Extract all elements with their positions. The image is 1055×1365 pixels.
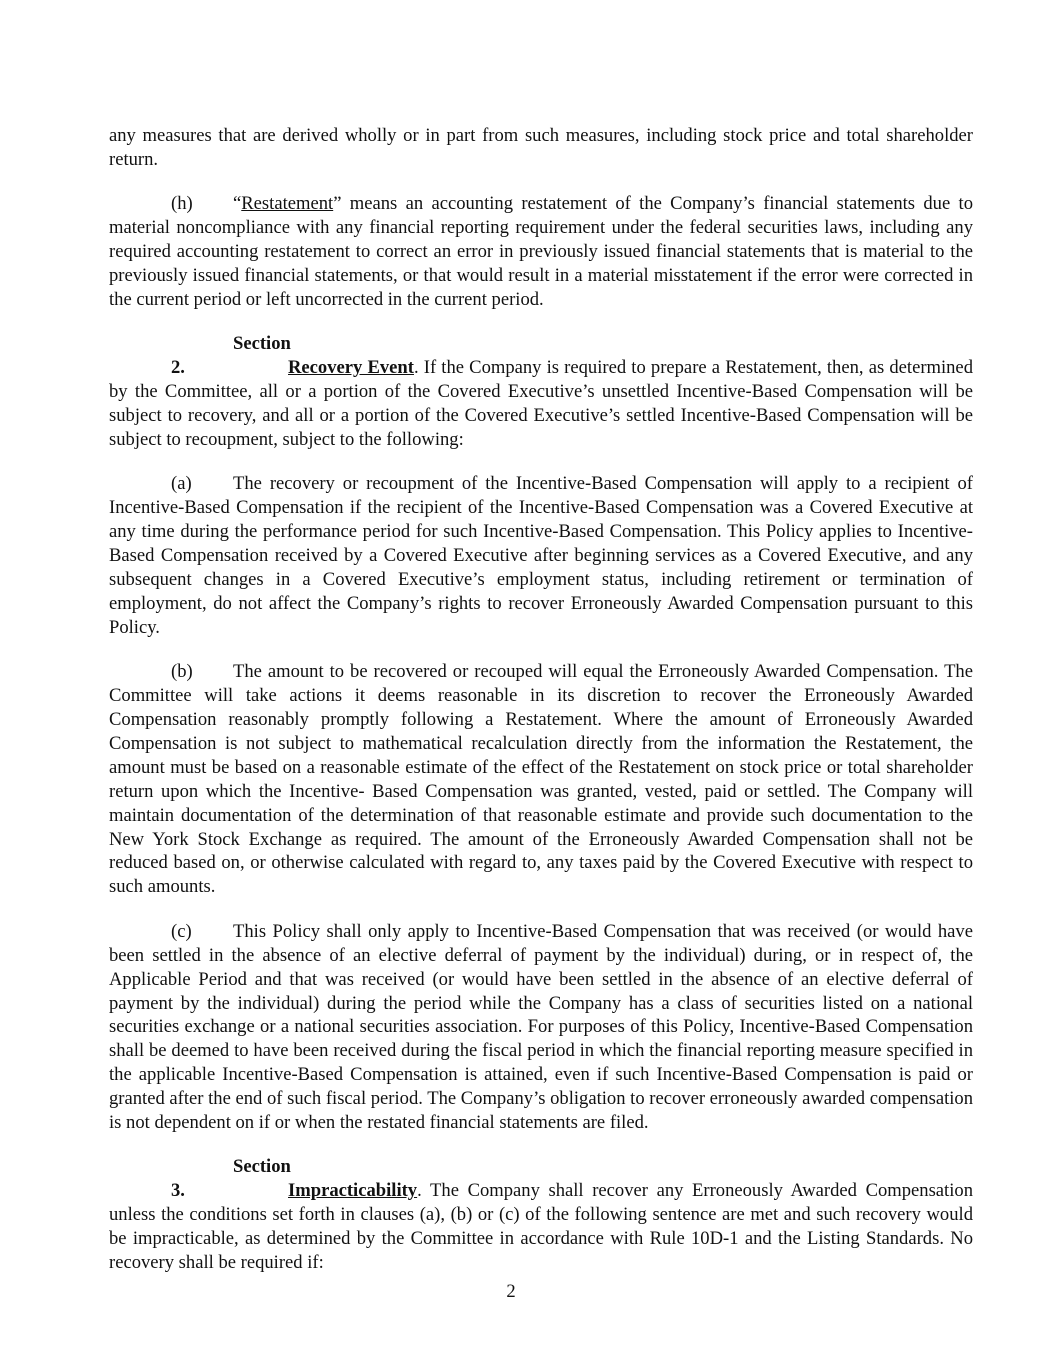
- clause-label: (h): [171, 193, 193, 215]
- clause-text: This Policy shall only apply to Incentive-Based Compensation that was received (or would have been settled in the absence of an elective deferral of payment by the individual) during, or in respect of, the Applicable Period and that was received (or would have been settled in the absence of an elective deferral of payment by the individual) during the period while the Company has a class of securities listed on a national securities exchange or a national securities association. For purposes of this Policy, Incentive-Based Compensation shall be deemed to have been received during the fiscal period in which the financial reporting measure specified in the applicable Incentive-Based Compensation is attained, even if such Incentive-Based Compensation is paid or granted after the end of such fiscal period. The Company’s obligation to recover erroneously awarded compensation is not dependent on if or when the restated financial statements are filed.: [109, 920, 973, 1134]
- section-3: [109, 1155, 973, 1275]
- paragraph-continuation: [109, 124, 973, 172]
- clause-a: [109, 472, 973, 639]
- section-text: . If the Company is required to prepare a Restatement, then, as determined by the Committee, all or a portion of the Covered Executive’s unsettled Incentive-Based Compensation will be subject to recovery, and all or a portion of the Covered Executive’s settled Incentive-Based Compensation will be subject to recoupment, subject to the following:: [109, 357, 973, 450]
- page-number: 2: [506, 1281, 516, 1302]
- section-text: . The Company shall recover any Erroneously Awarded Compensation unless the conditions set forth in clauses (a), (b) or (c) of the following sentence are met and such recovery would be impracticable, as determined by the Committee in accordance with Rule 10D-1 and the Listing Standards. No recovery shall be required if:: [109, 1180, 973, 1274]
- clause-b: [109, 660, 973, 899]
- section-2: [109, 332, 973, 452]
- section-title: Recovery Event: [288, 357, 414, 379]
- clause-text: The amount to be recovered or recouped will equal the Erroneously Awarded Compensation. The Committee will take actions it deems reasonable in its discretion to recover the Erroneously Awarded Compensation reasonably promptly following a Restatement. Where the amount of Erroneously Awarded Compensation is not subject to mathematical recalculation directly from the information the Restatement, the amount must be based on a reasonable estimate of the effect of the Restatement on stock price or total shareholder return upon which the Incentive- Based Compensation was granted, vested, paid or settled. The Company will maintain documentation of the determination of that reasonable estimate and provide such documentation to the New York Stock Exchange as required. The amount of the Erroneously Awarded Compensation shall not be reduced based on, or otherwise calculated with regard to, any taxes paid by the Covered Executive with respect to such amounts.: [109, 661, 973, 898]
- defined-term: Restatement: [241, 193, 334, 215]
- paragraph-text: any measures that are derived wholly or in part from such measures, including stock price and total shareholder return.: [109, 125, 973, 170]
- clause-label: (b): [171, 661, 193, 683]
- clause-label: (c): [171, 920, 192, 942]
- definition-h: [109, 192, 973, 312]
- clause-text: The recovery or recoupment of the Incentive-Based Compensation will apply to a recipient of Incentive-Based Compensation if the recipient of the Incentive-Based Compensation was a Covered Executive at any time during the performance period for such Incentive-Based Compensation. This Policy applies to Incentive-Based Compensation received by a Covered Executive after beginning services as a Covered Executive, and any subsequent changes in a Covered Executive’s employment status, including retirement or termination of employment, do not affect the Company’s rights to recover Erroneously Awarded Compensation pursuant to this Policy.: [109, 473, 973, 638]
- section-number: Section 2.: [171, 333, 291, 379]
- section-number: Section 3.: [171, 1156, 291, 1202]
- open-quote: “: [233, 193, 242, 215]
- definition-text: ” means an accounting restatement of the Company’s financial statements due to material noncompliance with any financial reporting requirement under the federal securities laws, including any required accounting restatement to correct an error in previously issued financial statements that is material to the previously issued financial statements, or that would result in a material misstatement if the error were corrected in the current period or left uncorrected in the current period.: [109, 193, 973, 310]
- document-page: [109, 124, 973, 1295]
- clause-label: (a): [171, 473, 192, 495]
- section-title: Impracticability: [288, 1180, 418, 1202]
- clause-c: [109, 920, 973, 1135]
